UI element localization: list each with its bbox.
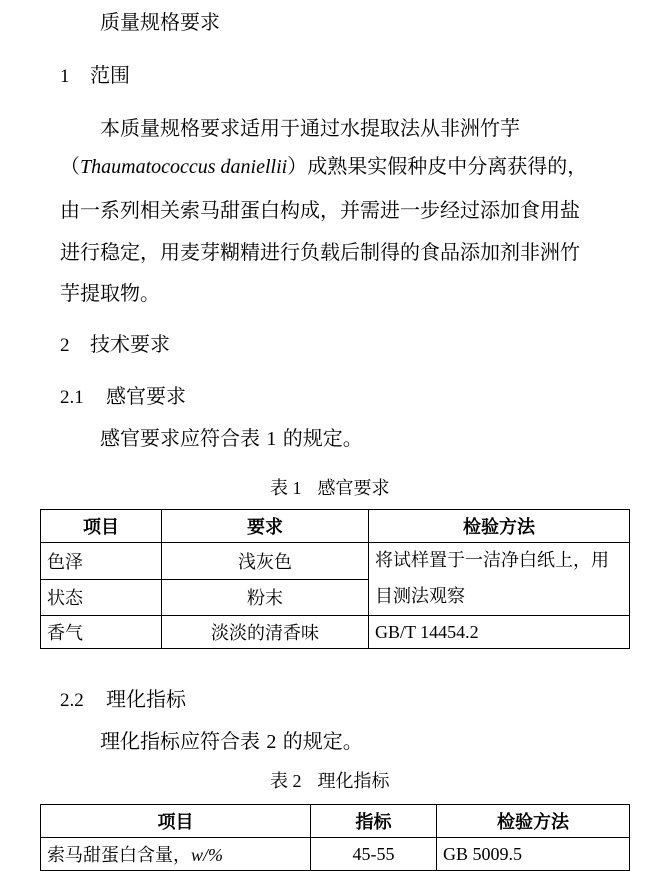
section-2-1-heading [60, 382, 186, 412]
table-header-row [41, 805, 630, 838]
scope-line-4: 进行稳定，用麦芽糊精进行负载后制得的食品添加剂非洲竹 [60, 240, 580, 264]
caption-label: 表 1 [270, 478, 302, 498]
table-row [41, 543, 630, 580]
header-requirement: 要求 [162, 510, 369, 543]
row-requirement: 淡淡的清香味 [162, 616, 369, 649]
caption-title: 理化指标 [317, 771, 390, 792]
section-2-heading [60, 330, 170, 360]
scope-line-3: 由一系列相关索马甜蛋白构成，并需进一步经过添加食用盐 [60, 198, 580, 222]
intro-text: 感官要求应符合表 [100, 426, 267, 450]
scope-line-2 [60, 152, 587, 181]
table-ref-number: 1 [266, 428, 277, 450]
row-value: 45-55 [311, 838, 437, 871]
item-unit: w/% [191, 845, 224, 865]
row-method: GB 5009.5 [437, 838, 630, 871]
phys-intro [100, 727, 363, 756]
caption-title: 感官要求 [317, 478, 390, 499]
row-item [41, 838, 311, 871]
document-title: 质量规格要求 [100, 10, 220, 34]
sensory-intro [100, 424, 363, 453]
row-requirement: 粉末 [162, 579, 369, 616]
section-1-heading [60, 61, 130, 91]
header-value: 指标 [311, 805, 437, 838]
intro-text-end: 的规定。 [276, 426, 363, 450]
header-method: 检验方法 [437, 805, 630, 838]
method-line-2: 目测法观察 [375, 586, 465, 607]
row-requirement: 浅灰色 [162, 543, 369, 580]
merged-method-cell [369, 543, 630, 616]
intro-text-end: 的规定。 [276, 729, 363, 753]
header-item: 项目 [41, 805, 311, 838]
caption-label: 表 2 [270, 771, 302, 791]
section-title: 理化指标 [106, 687, 186, 711]
header-method: 检验方法 [369, 510, 630, 543]
table-2-caption [270, 769, 390, 794]
section-title: 感官要求 [106, 384, 186, 408]
section-number: 2.2 [60, 690, 84, 711]
physicochemical-table [40, 804, 630, 871]
item-text: 索马甜蛋白含量， [47, 845, 191, 866]
section-number: 2.1 [60, 387, 84, 408]
section-title: 范围 [90, 63, 130, 87]
table-row [41, 616, 630, 649]
section-number: 1 [60, 66, 70, 87]
sensory-requirements-table [40, 509, 630, 649]
scope-line-5: 芋提取物。 [60, 281, 160, 305]
scope-line-2-rest: ）成熟果实假种皮中分离获得的， [287, 154, 588, 178]
intro-text: 理化指标应符合表 [100, 729, 267, 753]
section-2-2-heading [60, 685, 186, 715]
scope-line-1: 本质量规格要求适用于通过水提取法从非洲竹芋 [100, 116, 520, 140]
table-header-row [41, 510, 630, 543]
open-paren: （ [60, 154, 80, 178]
table-row [41, 838, 630, 871]
latin-species-name: Thaumatococcus daniellii [80, 156, 288, 178]
row-item: 色泽 [41, 543, 162, 580]
section-title: 技术要求 [90, 332, 170, 356]
method-line-1: 将试样置于一洁净白纸上，用 [375, 550, 609, 571]
section-number: 2 [60, 335, 70, 356]
row-item: 香气 [41, 616, 162, 649]
row-item: 状态 [41, 579, 162, 616]
table-1-caption [270, 476, 390, 501]
table-ref-number: 2 [266, 731, 277, 753]
row-method: GB/T 14454.2 [369, 616, 630, 649]
header-item: 项目 [41, 510, 162, 543]
